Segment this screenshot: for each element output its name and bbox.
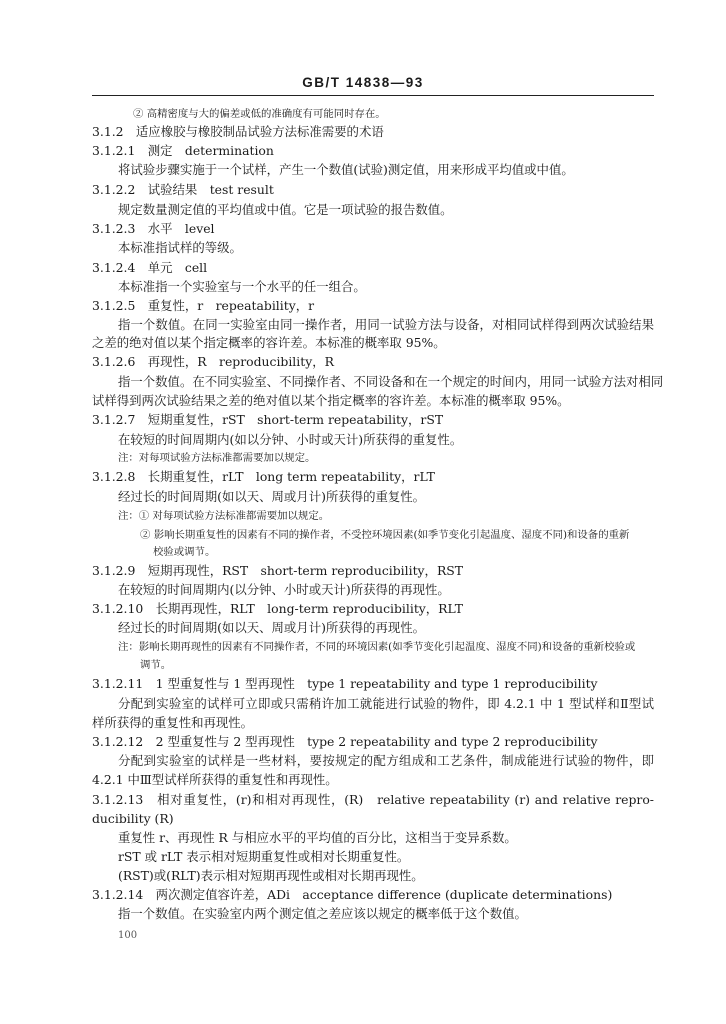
page-header: GB/T 14838—93 [302,75,424,90]
definition-line: 试样得到两次试验结果之差的绝对值以某个指定概率的容许差。本标准的概率取 95%。 [92,393,570,408]
definition-line: 指一个数值。在实验室内两个测定值之差应该以规定的概率低于这个数值。 [118,906,527,921]
term-heading: 3.1.2.10 长期再现性，RLT long-term reproducibility，RLT [92,601,463,616]
note-line: 调节。 [140,659,172,671]
definition-line: 指一个数值。在不同实验室、不同操作者、不同设备和在一个规定的时间内，用同一试验方法对相同 [118,374,664,389]
definition-line: rST 或 rLT 表示相对短期重复性或相对长期重复性。 [118,849,410,864]
definition-line: 经过长的时间周期(如以天、周或月计)所获得的再现性。 [118,620,426,635]
definition-line: 规定数量测定值的平均值或中值。它是一项试验的报告数值。 [118,202,453,217]
term-heading: 3.1.2.14 两次测定值容许差，ADi acceptance difference (duplicate determinations) [92,887,613,902]
term-heading: 3.1.2.5 重复性，r repeatability，r [92,298,315,313]
note-line: 注：影响长期再现性的因素有不同操作者，不同的环境因素(如季节变化引起温度、湿度不同)和设备的重新校验或 [118,641,636,653]
definition-line: 分配到实验室的试样可立即或只需稍许加工就能进行试验的物件，即 4.2.1 中 1 型试样和Ⅱ型试 [118,696,654,711]
section-heading: 3.1.2 适应橡胶与橡胶制品试验方法标准需要的术语 [92,124,384,139]
term-heading: ducibility (R) [92,811,174,826]
term-heading: 3.1.2.8 长期重复性，rLT long term repeatability，rLT [92,469,435,484]
definition-line: 经过长的时间周期(如以天、周或月计)所获得的重复性。 [118,489,426,504]
definition-line: 样所获得的重复性和再现性。 [92,715,254,730]
note-line: 注：对每项试验方法标准都需要加以规定。 [118,452,316,464]
term-heading: 3.1.2.12 2 型重复性与 2 型再现性 type 2 repeatability and type 2 reproducibility [92,734,598,749]
definition-line: 4.2.1 中Ⅲ型试样所获得的重复性和再现性。 [92,772,338,787]
definition-line: 本标准指试样的等级。 [118,240,242,255]
page-number: 100 [118,930,138,941]
term-heading: 3.1.2.11 1 型重复性与 1 型再现性 type 1 repeatability and type 1 reproducibility [92,676,598,691]
term-heading: 3.1.2.9 短期再现性，RST short-term reproducibility，RST [92,563,464,578]
note-line: ② 高精密度与大的偏差或低的准确度有可能同时存在。 [133,108,386,120]
definition-line: 在较短的时间周期内(以分钟、小时或天计)所获得的再现性。 [118,582,450,597]
definition-line: 在较短的时间周期内(如以分钟、小时或天计)所获得的重复性。 [118,432,463,447]
definition-line: 指一个数值。在同一实验室由同一操作者，用同一试验方法与设备，对相同试样得到两次试验结果 [118,317,654,332]
note-line: ② 影响长期重复性的因素有不同的操作者，不受控环境因素(如季节变化引起温度、湿度不同)和设备的重新 [140,529,630,541]
definition-line: 重复性 r、再现性 R 与相应水平的平均值的百分比，这相当于变异系数。 [118,830,517,845]
header-rule [92,95,654,96]
note-line: 注：① 对每项试验方法标准都需要加以规定。 [118,510,330,522]
definition-line: 本标准指一个实验室与一个水平的任一组合。 [118,279,366,294]
definition-line: 之差的绝对值以某个指定概率的容许差。本标准的概率取 95%。 [92,335,446,350]
definition-line: (RST)或(RLT)表示相对短期再现性或相对长期再现性。 [118,868,424,883]
term-heading: 3.1.2.7 短期重复性，rST short-term repeatability，rST [92,412,444,427]
term-heading: 3.1.2.1 测定 determination [92,143,274,158]
term-heading: 3.1.2.2 试验结果 test result [92,182,274,197]
term-heading: 3.1.2.13 相对重复性，(r)和相对再现性，(R) relative repeatability (r) and relative repro- [92,792,654,807]
term-heading: 3.1.2.3 水平 level [92,221,215,236]
term-heading: 3.1.2.4 单元 cell [92,260,208,275]
definition-line: 将试验步骤实施于一个试样，产生一个数值(试验)测定值，用来形成平均值或中值。 [118,162,574,177]
term-heading: 3.1.2.6 再现性，R reproducibility，R [92,354,334,369]
note-line: 校验或调节。 [153,546,216,558]
definition-line: 分配到实验室的试样是一些材料，要按规定的配方组成和工艺条件，制成能进行试验的物件，即 [118,753,654,768]
